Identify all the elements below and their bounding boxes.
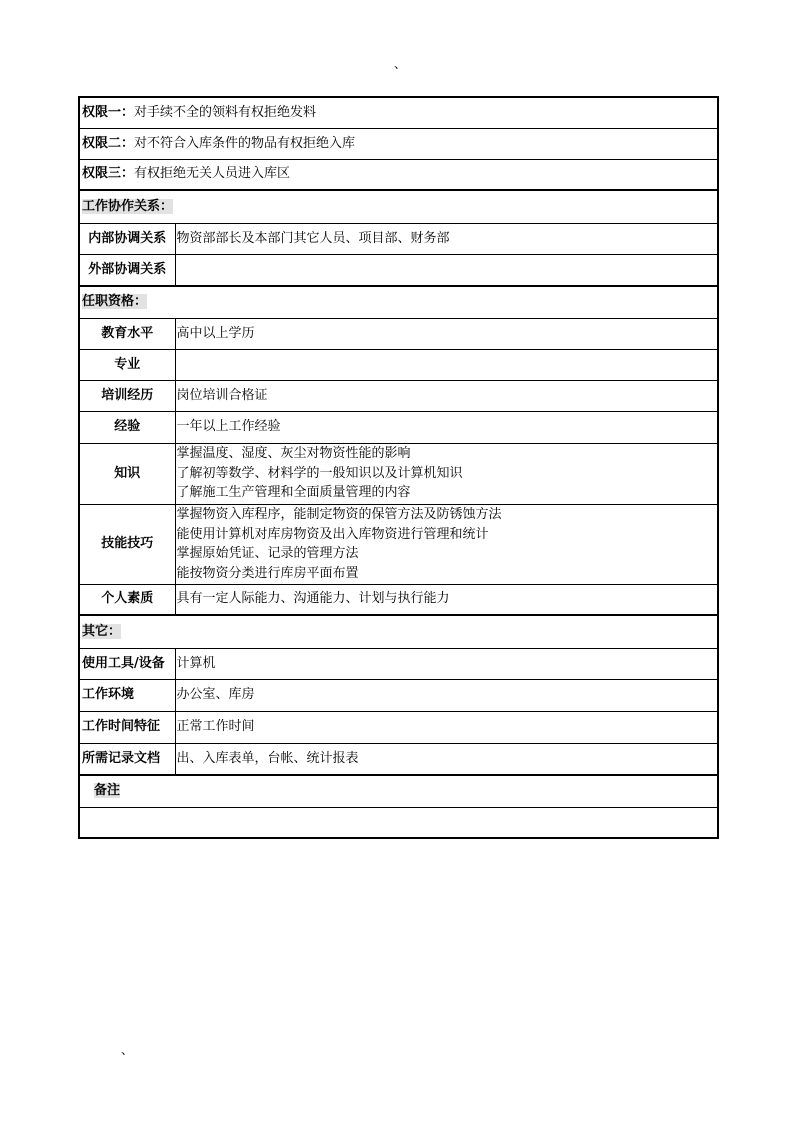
bottom-mark: 、 xyxy=(121,1043,134,1057)
cooperation-heading-row xyxy=(79,190,718,223)
authority-2-text: 对不符合入库条件的物品有权拒绝入库 xyxy=(134,135,356,151)
qualifications-heading: 任职资格： xyxy=(82,294,148,310)
hours-label: 工作时间特征 xyxy=(79,711,175,743)
personal-quality-value: 具有一定人际能力、沟通能力、计划与执行能力 xyxy=(175,584,718,615)
tools-row xyxy=(79,648,718,679)
authority-3-text: 有权拒绝无关人员进入库区 xyxy=(134,166,291,182)
personal-quality-label: 个人素质 xyxy=(79,584,175,615)
experience-row xyxy=(79,411,718,443)
internal-coordination-value: 物资部部长及本部门其它人员、项目部、财务部 xyxy=(175,223,718,254)
external-coordination-value xyxy=(175,254,718,286)
cooperation-heading: 工作协作关系： xyxy=(82,198,174,214)
knowledge-row xyxy=(79,443,718,504)
skills-line: 掌握原始凭证、记录的管理方法 xyxy=(176,546,359,561)
skills-row xyxy=(79,504,718,584)
authority-row-3 xyxy=(79,159,718,190)
tools-label: 使用工具/设备 xyxy=(79,648,175,679)
skills-line: 能使用计算机对库房物资及出入库物资进行管理和统计 xyxy=(176,526,489,542)
skills-value xyxy=(175,504,718,584)
job-description-table xyxy=(78,96,717,839)
knowledge-line: 了解初等数学、材料学的一般知识以及计算机知识 xyxy=(176,465,463,481)
remarks-heading-row xyxy=(79,775,718,807)
knowledge-line: 了解施工生产管理和全面质量管理的内容 xyxy=(176,485,411,501)
authority-1-text: 对手续不全的领料有权拒绝发料 xyxy=(134,104,317,120)
experience-value: 一年以上工作经验 xyxy=(175,411,718,443)
hours-row xyxy=(79,711,718,743)
remarks-heading: 备注 xyxy=(94,783,121,799)
knowledge-label: 知识 xyxy=(79,443,175,504)
external-coordination-label: 外部协调关系 xyxy=(79,254,175,286)
environment-value: 办公室、库房 xyxy=(175,679,718,711)
knowledge-value xyxy=(175,443,718,504)
documents-label: 所需记录文档 xyxy=(79,743,175,775)
authority-2-label: 权限二： xyxy=(82,135,135,151)
authority-1-label: 权限一： xyxy=(82,104,135,120)
environment-label: 工作环境 xyxy=(79,679,175,711)
internal-coordination-label: 内部协调关系 xyxy=(79,223,175,254)
documents-row xyxy=(79,743,718,775)
personal-quality-row xyxy=(79,584,718,615)
documents-value: 出、入库表单，台帐、统计报表 xyxy=(175,743,718,775)
education-label: 教育水平 xyxy=(79,318,175,349)
other-heading-row xyxy=(79,615,718,648)
external-coordination-row xyxy=(79,254,718,286)
qualifications-heading-row xyxy=(79,286,718,318)
authority-row-2 xyxy=(79,128,718,159)
skills-line: 能按物资分类进行库房平面布置 xyxy=(176,565,359,581)
major-label: 专业 xyxy=(79,349,175,380)
major-row xyxy=(79,349,718,380)
knowledge-line: 掌握温度、湿度、灰尘对物资性能的影响 xyxy=(176,446,411,462)
experience-label: 经验 xyxy=(79,411,175,443)
major-value xyxy=(175,349,718,380)
tools-value: 计算机 xyxy=(175,648,718,679)
other-heading: 其它： xyxy=(82,623,122,639)
training-label: 培训经历 xyxy=(79,380,175,411)
education-row xyxy=(79,318,718,349)
remarks-value xyxy=(79,807,718,838)
top-mark: 、 xyxy=(394,57,407,71)
hours-value: 正常工作时间 xyxy=(175,711,718,743)
skills-line: 掌握物资入库程序，能制定物资的保管方法及防锈蚀方法 xyxy=(176,507,502,522)
environment-row xyxy=(79,679,718,711)
internal-coordination-row xyxy=(79,223,718,254)
education-value: 高中以上学历 xyxy=(175,318,718,349)
skills-label: 技能技巧 xyxy=(79,504,175,584)
training-row xyxy=(79,380,718,411)
training-value: 岗位培训合格证 xyxy=(175,380,718,411)
authority-3-label: 权限三： xyxy=(82,166,135,182)
remarks-row xyxy=(79,807,718,838)
authority-row-1 xyxy=(79,97,718,128)
